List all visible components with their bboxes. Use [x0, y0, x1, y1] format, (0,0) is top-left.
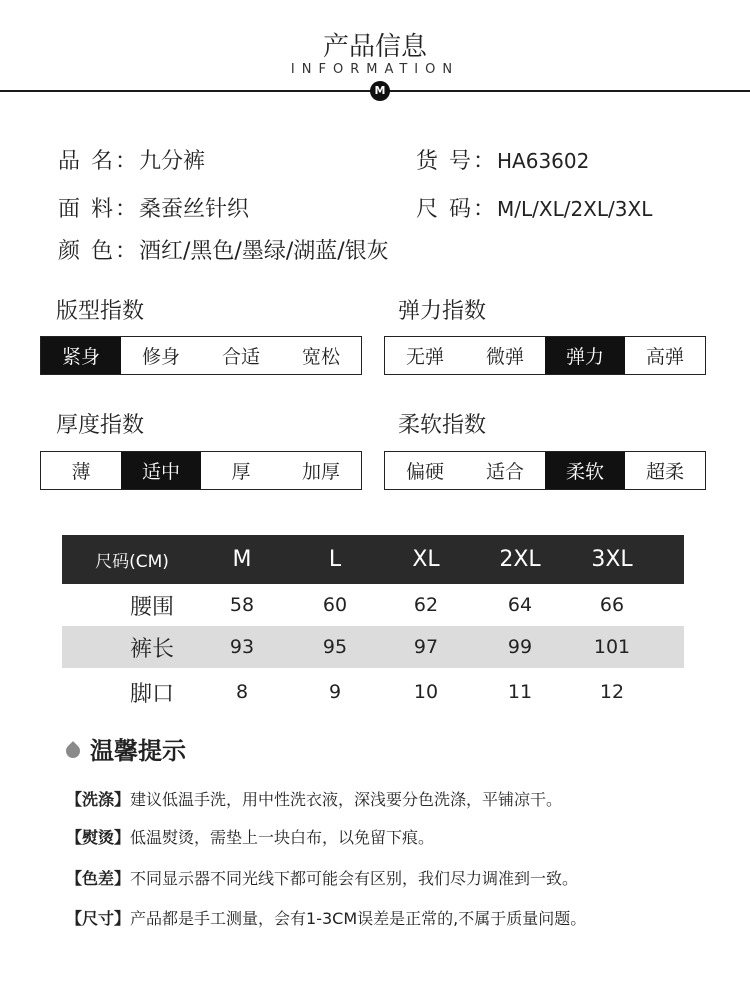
size-header-cell: 3XL [591, 547, 633, 572]
size-cell: 62 [413, 594, 439, 616]
size-cell: 脚口 [129, 681, 174, 707]
elastic-option: 微弹 [485, 346, 524, 368]
size-cell: 12 [599, 681, 625, 703]
softness-option: 适合 [485, 461, 524, 483]
size-cell: 60 [322, 594, 348, 616]
elastic-option: 高弹 [645, 346, 684, 368]
tips-heading [66, 731, 186, 766]
tip-text: 建议低温手洗，用中性洗衣液，深浅要分色洗涤，平铺凉干。 [130, 790, 563, 809]
tip-tag: 【尺寸】 [66, 909, 131, 928]
header-title: 产品信息 [322, 32, 427, 62]
tip-text: 产品都是手工测量，会有1-3CM误差是正常的,不属于质量问题。 [130, 909, 587, 928]
size-table [62, 535, 684, 716]
info-fabric-label: 面 料： [58, 197, 139, 222]
info-code-value: HA63602 [497, 149, 590, 173]
size-table-row [62, 626, 684, 668]
thickness-option: 薄 [71, 461, 91, 483]
size-cell: 9 [328, 681, 342, 703]
header-subtitle: INFORMATION [290, 62, 460, 77]
size-cell: 101 [593, 636, 631, 658]
thickness-index-title: 厚度指数 [56, 413, 145, 438]
size-header-cell: L [328, 547, 342, 572]
size-header-cell: 尺码(CM) [95, 552, 169, 572]
info-name-value: 九分裤 [139, 149, 206, 174]
size-cell: 95 [322, 636, 348, 658]
info-size-value: M/L/XL/2XL/3XL [497, 197, 653, 221]
tip-item [66, 787, 562, 810]
tip-text: 低温熨烫，需垫上一块白布，以免留下痕。 [130, 828, 435, 847]
tip-item [66, 906, 586, 929]
size-cell: 8 [235, 681, 249, 703]
size-cell: 10 [413, 681, 439, 703]
fit-option: 合适 [221, 346, 260, 368]
elastic-index-title: 弹力指数 [398, 299, 487, 324]
info-fabric-value: 桑蚕丝针织 [139, 197, 250, 222]
elastic-index-scale [384, 336, 706, 375]
fit-option: 宽松 [301, 346, 340, 368]
info-code-label: 货 号： [416, 149, 497, 174]
thickness-index-scale [40, 451, 362, 490]
info-color [58, 234, 389, 265]
size-cell: 66 [599, 594, 625, 616]
size-cell: 64 [507, 594, 533, 616]
softness-index-scale [384, 451, 706, 490]
softness-option: 超柔 [645, 461, 684, 483]
size-cell: 11 [507, 681, 533, 703]
size-table-row [62, 584, 684, 626]
size-header-cell: M [232, 547, 252, 572]
size-header-cell: 2XL [499, 547, 541, 572]
info-color-label: 颜 色： [58, 239, 139, 264]
info-name [58, 144, 205, 175]
size-cell: 58 [229, 594, 255, 616]
softness-option: 偏硬 [405, 461, 444, 483]
tip-tag: 【色差】 [66, 869, 131, 888]
info-code [416, 144, 589, 175]
tip-tag: 【洗涤】 [66, 790, 131, 809]
thickness-option: 适中 [121, 452, 201, 489]
header-badge: M [370, 81, 390, 101]
elastic-option: 无弹 [405, 346, 444, 368]
tip-item [66, 866, 578, 889]
thickness-option: 加厚 [301, 461, 340, 483]
softness-index-title: 柔软指数 [398, 413, 487, 438]
thickness-option: 厚 [231, 461, 251, 483]
info-size-label: 尺 码： [416, 197, 497, 222]
size-cell: 腰围 [129, 594, 174, 620]
info-size [416, 192, 652, 223]
tip-text: 不同显示器不同光线下都可能会有区别，我们尽力调准到一致。 [130, 869, 579, 888]
size-cell: 93 [229, 636, 255, 658]
info-color-value: 酒红/黑色/墨绿/湖蓝/银灰 [139, 239, 389, 264]
fit-index-title: 版型指数 [56, 299, 145, 324]
fit-index-scale [40, 336, 362, 375]
size-header-cell: XL [412, 547, 440, 572]
info-name-label: 品 名： [58, 149, 139, 174]
info-fabric [58, 192, 249, 223]
tip-item [66, 825, 434, 848]
size-cell: 裤长 [129, 636, 174, 662]
size-table-header [62, 535, 684, 584]
fit-option: 紧身 [41, 337, 121, 374]
elastic-option: 弹力 [545, 337, 625, 374]
water-drop-icon [63, 741, 83, 761]
size-cell: 99 [507, 636, 533, 658]
softness-option: 柔软 [545, 452, 625, 489]
fit-option: 修身 [141, 346, 180, 368]
size-table-row [62, 668, 684, 716]
tips-title: 温馨提示 [90, 737, 186, 765]
size-cell: 97 [413, 636, 439, 658]
tip-tag: 【熨烫】 [66, 828, 131, 847]
